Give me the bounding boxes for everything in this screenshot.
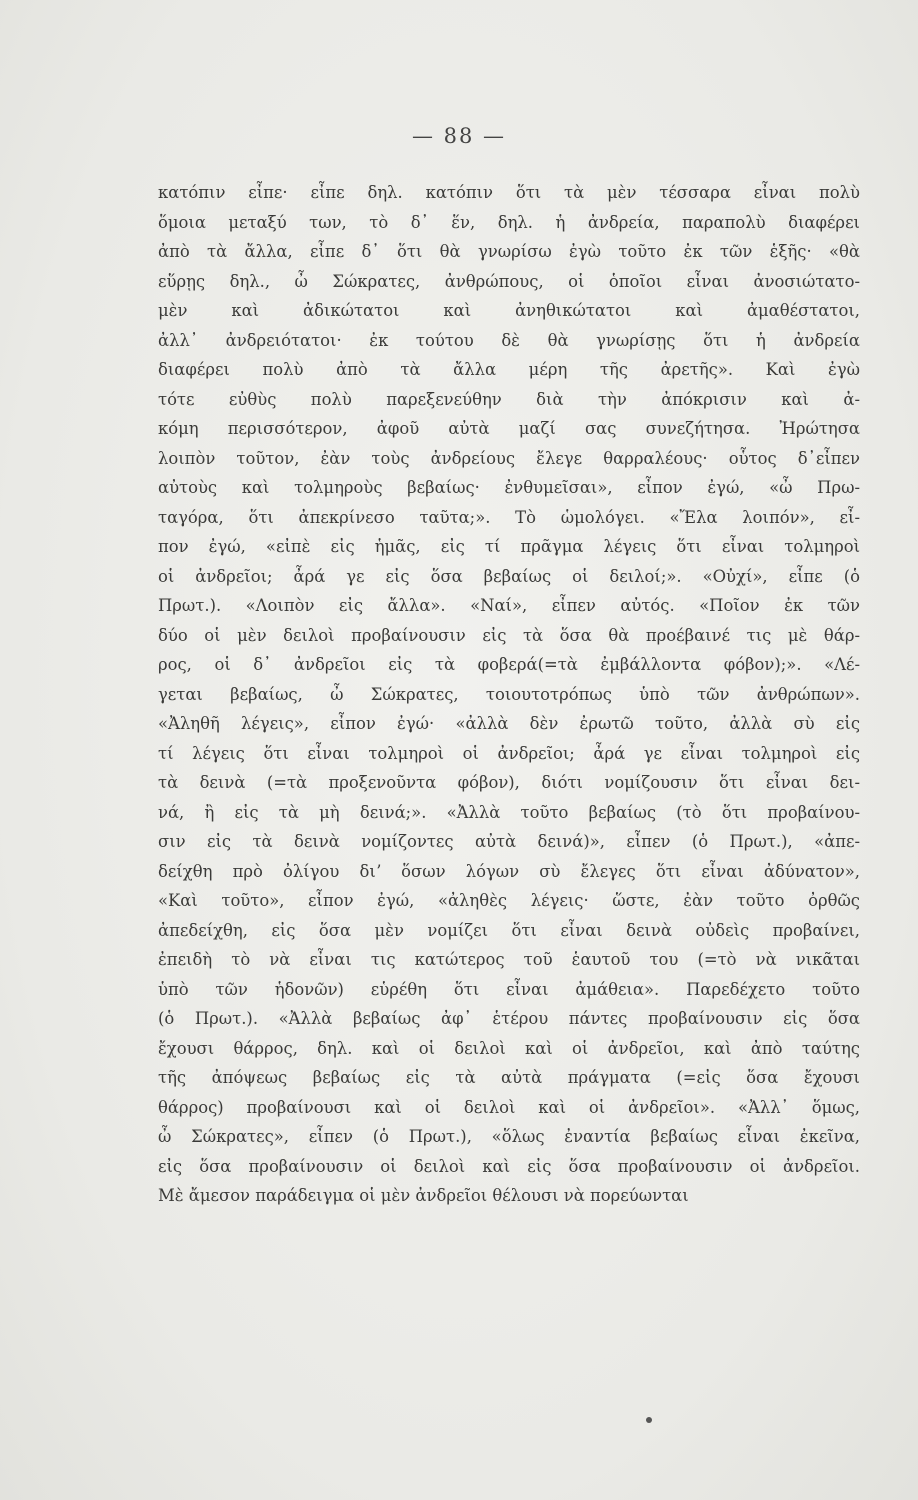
text-line: τὰ δεινὰ (=τὰ προξενοῦντα φόβον), διότι νομίζουσιν ὅτι εἶναι δει- <box>158 773 860 792</box>
text-line: δείχθη πρὸ ὀλίγου διʼ ὅσων λόγων σὺ ἔλεγες ὅτι εἶναι ἀδύνατον», <box>158 861 860 881</box>
text-line: ὦ Σώκρατες», εἶπεν (ὁ Πρωτ.), «ὅλως ἐναντία βεβαίως εἶναι ἐκεῖνα, <box>158 1127 860 1146</box>
ink-speck <box>646 1417 652 1423</box>
text-line: σιν εἰς τὰ δεινὰ νομίζοντες αὐτὰ δεινά)», εἶπεν (ὁ Πρωτ.), «ἀπε- <box>158 832 860 851</box>
text-line: ἔχουσι θάρρος, δηλ. καὶ οἱ δειλοὶ καὶ οἱ ἀνδρεῖοι, καὶ ἀπὸ ταύτης <box>158 1038 860 1058</box>
text-line: τῆς ἀπόψεως βεβαίως εἰς τὰ αὐτὰ πράγματα (=εἰς ὅσα ἔχουσι <box>158 1068 860 1087</box>
text-line: ρος, οἱ δ᾽ ἀνδρεῖοι εἰς τὰ φοβερά(=τὰ ἐμβάλλοντα φόβον);». «Λέ- <box>158 655 860 674</box>
text-line: Πρωτ.). «Λοιπὸν εἰς ἄλλα». «Ναί», εἶπεν αὐτός. «Ποῖον ἐκ τῶν <box>158 596 860 615</box>
text-line: διαφέρει πολὺ ἀπὸ τὰ ἄλλα μέρη τῆς ἀρετῆς». Καὶ ἐγὼ <box>158 360 860 379</box>
text-line: (ὁ Πρωτ.). «Ἀλλὰ βεβαίως ἀφ᾽ ἑτέρου πάντες προβαίνουσιν εἰς ὅσα <box>158 1009 860 1028</box>
text-line: εὕρῃς δηλ., ὦ Σώκρατες, ἀνθρώπους, οἱ ὁποῖοι εἶναι ἀνοσιώτατο- <box>158 271 860 291</box>
text-line: δύο οἱ μὲν δειλοὶ προβαίνουσιν εἰς τὰ ὅσα θὰ προέβαινέ τις μὲ θάρ- <box>158 625 860 645</box>
text-line: ὅμοια μεταξύ των, τὸ δ᾽ ἕν, δηλ. ἡ ἀνδρεία, παραπολὺ διαφέρει <box>158 212 860 232</box>
text-line: κόμη περισσότερον, ἀφοῦ αὐτὰ μαζί σας συνεζήτησα. Ἠρώτησα <box>158 419 860 438</box>
text-line: μὲν καὶ ἀδικώτατοι καὶ ἀνηθικώτατοι καὶ ἀμαθέστατοι, <box>158 301 860 320</box>
text-line: ἀλλ᾽ ἀνδρειότατοι· ἐκ τούτου δὲ θὰ γνωρίσῃς ὅτι ἡ ἀνδρεία <box>158 330 860 350</box>
text-line: κατόπιν εἶπε· εἶπε δηλ. κατόπιν ὅτι τὰ μὲν τέσσαρα εἶναι πολὺ <box>158 183 860 202</box>
body-text <box>158 178 860 1211</box>
text-line: ταγόρα, ὅτι ἀπεκρίνεσο ταῦτα;». Τὸ ὡμολόγει. «Ἔλα λοιπόν», εἶ- <box>158 507 860 527</box>
text-line: εἰς ὅσα προβαίνουσιν οἱ δειλοὶ καὶ εἰς ὅσα προβαίνουσιν οἱ ἀνδρεῖοι. <box>158 1156 860 1176</box>
text-line: οἱ ἀνδρεῖοι; ἆρά γε εἰς ὅσα βεβαίως οἱ δειλοί;». «Οὐχί», εἶπε (ὁ <box>158 566 860 586</box>
text-line: ἐπειδὴ τὸ νὰ εἶναι τις κατώτερος τοῦ ἑαυτοῦ του (=τὸ νὰ νικᾶται <box>158 950 860 969</box>
text-line: Μὲ ἄμεσον παράδειγμα οἱ μὲν ἀνδρεῖοι θέλουσι νὰ πορεύωνται <box>158 1186 689 1205</box>
text-line: λοιπὸν τοῦτον, ἐὰν τοὺς ἀνδρείους ἔλεγε θαρραλέους· οὗτος δ᾽εἶπεν <box>158 448 860 468</box>
text-line: θάρρος) προβαίνουσι καὶ οἱ δειλοὶ καὶ οἱ ἀνδρεῖοι». «Ἀλλ᾽ ὅμως, <box>158 1097 860 1117</box>
text-line: νά, ἢ εἰς τὰ μὴ δεινά;». «Ἀλλὰ τοῦτο βεβαίως (τὸ ὅτι προβαίνου- <box>158 802 860 822</box>
page-number: — 88 — <box>411 124 507 148</box>
text-line: αὐτοὺς καὶ τολμηροὺς βεβαίως· ἐνθυμεῖσαι», εἶπον ἐγώ, «ὦ Πρω- <box>158 478 860 497</box>
text-line: τότε εὐθὺς πολὺ παρεξενεύθην διὰ τὴν ἀπόκρισιν καὶ ἀ- <box>158 389 860 409</box>
text-line: ὑπὸ τῶν ἡδονῶν) εὑρέθη ὅτι εἶναι ἀμάθεια». Παρεδέχετο τοῦτο <box>158 979 860 999</box>
text-line: ἀπὸ τὰ ἄλλα, εἶπε δ᾽ ὅτι θὰ γνωρίσω ἐγὼ τοῦτο ἐκ τῶν ἑξῆς· «θὰ <box>158 242 860 261</box>
text-line: ἀπεδείχθη, εἰς ὅσα μὲν νομίζει ὅτι εἶναι δεινὰ οὐδεὶς προβαίνει, <box>158 920 860 940</box>
text-line: πον ἐγώ, «εἰπὲ εἰς ἡμᾶς, εἰς τί πρᾶγμα λέγεις ὅτι εἶναι τολμηροὶ <box>158 537 860 556</box>
text-line: γεται βεβαίως, ὦ Σώκρατες, τοιουτοτρόπως ὑπὸ τῶν ἀνθρώπων». <box>158 684 860 704</box>
text-line: «Καὶ τοῦτο», εἶπον ἐγώ, «ἀληθὲς λέγεις· ὥστε, ἐὰν τοῦτο ὀρθῶς <box>158 891 860 910</box>
text-line: «Ἀληθῆ λέγεις», εἶπον ἐγώ· «ἀλλὰ δὲν ἐρωτῶ τοῦτο, ἀλλὰ σὺ εἰς <box>158 714 860 733</box>
text-line: τί λέγεις ὅτι εἶναι τολμηροὶ οἱ ἀνδρεῖοι; ἆρά γε εἶναι τολμηροὶ εἰς <box>158 743 860 763</box>
